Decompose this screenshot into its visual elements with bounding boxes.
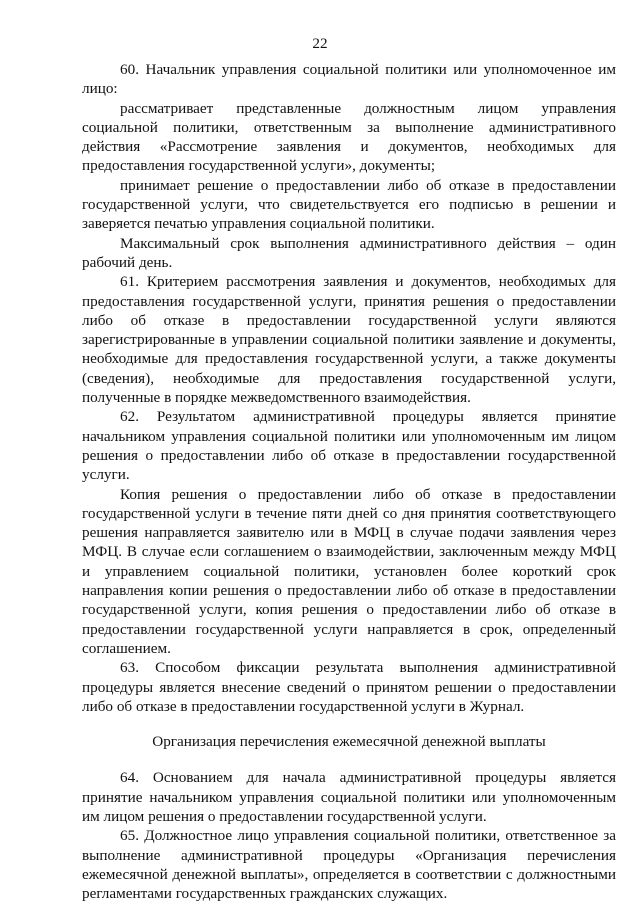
document-body [82,60,616,903]
paragraph-61: 61. Критерием рассмотрения заявления и документов, необходимых для предоставления государственной услуги, принятия решения о предоставлении либо об отказе в предоставлении государственной услуги являются зарегистрированные в управлении социальной политики заявление и документы, необходимые для предоставления государственной услуги, а также документы (сведения), необходимые для предоставления государственной услуги, полученные в порядке межведомственного взаимодействия. [82,273,616,407]
paragraph-60: 60. Начальник управления социальной политики или уполномоченное им лицо: [82,61,616,98]
section-heading: Организация перечисления ежемесячной денежной выплаты [152,733,546,751]
page-number: 22 [312,35,328,52]
paragraph-62: 62. Результатом административной процедуры является принятие начальником управления социальной политики или уполномоченным им лицом решения о предоставлении либо об отказе в предоставлении государственной услуги. [82,408,616,484]
paragraph-64: 64. Основанием для начала административной процедуры является принятие начальником управления социальной политики или уполномоченным им лицом решения о предоставлении государственной услуги. [82,769,616,825]
paragraph-60-item-2: принимает решение о предоставлении либо об отказе в предоставлении государственной услуги, что свидетельствуется его подписью в решении и заверяется печатью управления социальной политики. [82,176,616,233]
paragraph-max-term: Максимальный срок выполнения административного действия – один рабочий день. [82,234,616,271]
paragraph-62-copy: Копия решения о предоставлении либо об отказе в предоставлении государственной услуги в течение пяти дней со дня принятия соответствующего решения направляется заявителю или в МФЦ в случае подачи заявления через МФЦ. В случае если соглашением о взаимодействии, заключенным между МФЦ и управлением социальной политики, установлен более короткий срок направления копии решения о предоставлении либо об отказе в предоставлении государственной услуги, копия решения о предоставлении либо об отказе в предоставлении государственной услуги направляется в срок, определенный соглашением. [82,485,616,657]
paragraph-63: 63. Способом фиксации результата выполнения административной процедуры является внесение сведений о принятом решении о предоставлении либо об отказе в предоставлении государственной услуги в Журнал. [82,659,616,715]
paragraph-65: 65. Должностное лицо управления социальной политики, ответственное за выполнение административной процедуры «Организация перечисления ежемесячной денежной выплаты», определяется в соответствии с должностными регламентами государственных гражданских служащих. [82,827,616,903]
paragraph-60-item-1: рассматривает представленные должностным лицом управления социальной политики, ответственным за выполнение административного действия «Рассмотрение заявления и документов, необходимых для предоставления государственной услуги», документы; [82,99,616,175]
